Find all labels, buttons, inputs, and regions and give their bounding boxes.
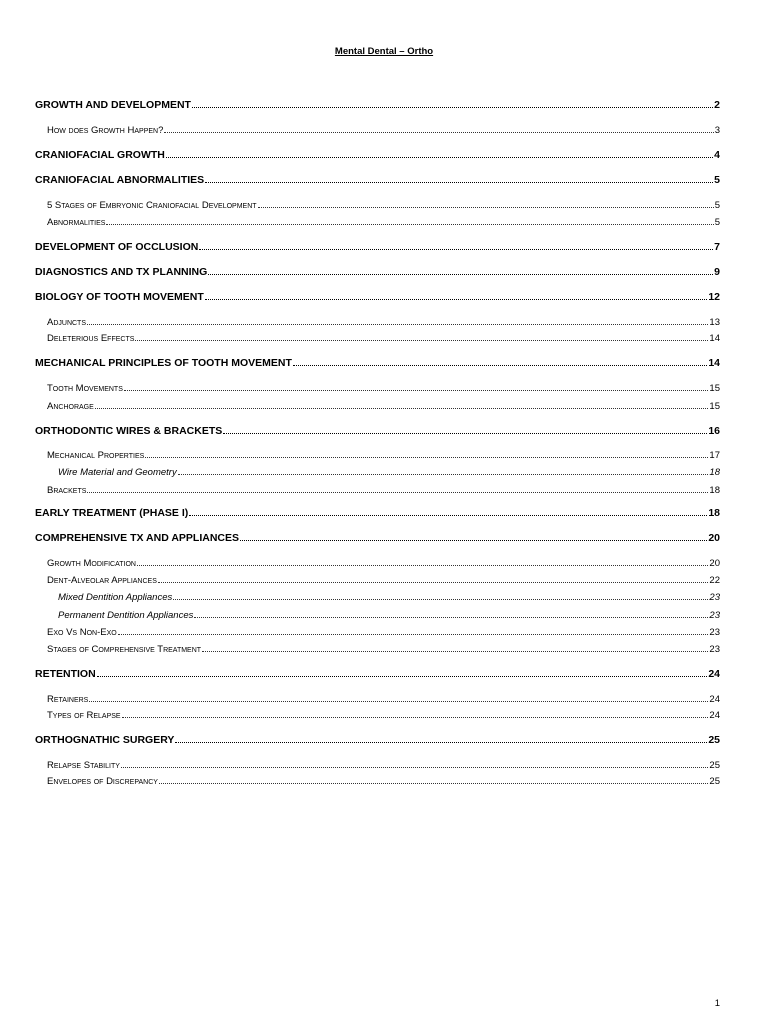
toc-entry-label: GROWTH AND DEVELOPMENT [35,99,191,111]
toc-leader-dots [175,741,707,743]
toc-entry[interactable] [0,314,768,328]
toc-leader-dots [159,782,708,784]
toc-entry-page: 24 [709,694,720,705]
toc-entry-label: ORTHODONTIC WIRES & BRACKETS [35,425,223,437]
toc-entry[interactable] [0,530,768,544]
toc-entry-label: Abnormalities [47,217,106,228]
toc-entry-page: 23 [709,627,720,638]
toc-entry-label: COMPREHENSIVE TX AND APPLIANCES [35,532,239,544]
toc-leader-dots [118,633,709,635]
toc-entry-page: 25 [708,734,720,746]
toc-leader-dots [189,514,707,516]
toc-entry[interactable] [0,330,768,344]
toc-entry-page: 7 [714,241,720,253]
toc-leader-dots [87,491,708,493]
toc-entry-label: Wire Material and Geometry [58,467,177,478]
toc-leader-dots [202,650,708,652]
toc-leader-dots [158,581,709,583]
toc-entry[interactable] [0,355,768,369]
document-title: Mental Dental – Ortho [334,46,434,57]
toc-entry[interactable] [0,607,768,621]
toc-leader-dots [164,131,713,133]
toc-entry[interactable] [0,707,768,721]
toc-entry-page: 5 [714,174,720,186]
toc-entry-page: 24 [708,668,720,680]
toc-entry-page: 16 [708,425,720,437]
toc-entry[interactable] [0,757,768,771]
toc-leader-dots [223,432,707,434]
toc-entry[interactable] [0,464,768,478]
toc-entry[interactable] [0,289,768,303]
toc-entry-page: 24 [709,710,720,721]
toc-leader-dots [95,407,709,409]
toc-entry-label: MECHANICAL PRINCIPLES OF TOOTH MOVEMENT [35,357,292,369]
toc-leader-dots [194,616,708,618]
toc-entry-label: Types of Relapse [47,710,121,721]
toc-entry[interactable] [0,172,768,186]
toc-entry-page: 20 [709,558,720,569]
toc-entry-page: 14 [709,333,720,344]
toc-entry[interactable] [0,447,768,461]
toc-leader-dots [240,539,707,541]
toc-entry-page: 5 [714,200,720,211]
toc-entry[interactable] [0,589,768,603]
toc-entry-page: 23 [709,592,720,603]
toc-entry-page: 14 [708,357,720,369]
toc-leader-dots [166,156,713,158]
toc-entry-label: CRANIOFACIAL GROWTH [35,149,165,161]
toc-entry[interactable] [0,147,768,161]
toc-leader-dots [124,389,709,391]
toc-entry-label: Relapse Stability [47,760,120,771]
toc-entry-page: 9 [714,266,720,278]
toc-entry[interactable] [0,572,768,586]
toc-entry-label: Anchorage [47,401,94,412]
toc-leader-dots [205,181,713,183]
toc-leader-dots [122,716,709,718]
toc-entry-label: CRANIOFACIAL ABNORMALITIES [35,174,205,186]
toc-entry-page: 2 [714,99,720,111]
toc-entry-page: 15 [709,383,720,394]
toc-entry-page: 18 [708,507,720,519]
toc-entry[interactable] [0,423,768,437]
toc-entry-label: Dent-Alveolar Appliances [47,575,157,586]
toc-entry-label: EARLY TREATMENT (PHASE I) [35,507,189,519]
toc-entry[interactable] [0,691,768,705]
toc-leader-dots [208,273,713,275]
toc-leader-dots [89,700,708,702]
toc-entry[interactable] [0,214,768,228]
toc-entry-label: Deleterious Effects [47,333,135,344]
toc-entry-label: 5 Stages of Embryonic Craniofacial Development [47,200,257,211]
toc-leader-dots [121,766,709,768]
toc-entry-page: 25 [709,760,720,771]
toc-entry-label: Brackets [47,485,87,496]
toc-entry-label: Growth Modification [47,558,136,569]
toc-entry-label: DEVELOPMENT OF OCCLUSION [35,241,199,253]
toc-entry[interactable] [0,505,768,519]
toc-leader-dots [192,106,713,108]
toc-leader-dots [97,675,708,677]
toc-entry-page: 5 [714,217,720,228]
toc-entry-label: Permanent Dentition Appliances [58,610,194,621]
toc-leader-dots [178,473,709,475]
toc-entry[interactable] [0,97,768,111]
toc-entry-label: Envelopes of Discrepancy [47,776,158,787]
toc-entry-page: 15 [709,401,720,412]
toc-leader-dots [135,339,708,341]
toc-entry-label: Tooth Movements [47,383,123,394]
toc-leader-dots [258,206,714,208]
toc-entry-label: DIAGNOSTICS AND TX PLANNING [35,266,208,278]
toc-leader-dots [199,248,713,250]
toc-entry-page: 23 [709,610,720,621]
toc-entry-page: 20 [708,532,720,544]
toc-leader-dots [293,364,707,366]
toc-entry-page: 23 [709,644,720,655]
toc-entry-label: Exo Vs Non-Exo [47,627,117,638]
toc-entry-page: 22 [709,575,720,586]
toc-entry[interactable] [0,398,768,412]
toc-entry[interactable] [0,666,768,680]
toc-entry[interactable] [0,380,768,394]
toc-entry[interactable] [0,641,768,655]
toc-entry-page: 18 [709,485,720,496]
toc-leader-dots [205,298,708,300]
toc-leader-dots [137,564,708,566]
toc-leader-dots [87,323,708,325]
toc-entry-page: 3 [714,125,720,136]
toc-leader-dots [173,598,708,600]
toc-entry[interactable] [0,239,768,253]
toc-leader-dots [106,223,713,225]
toc-entry-page: 4 [714,149,720,161]
toc-entry[interactable] [0,773,768,787]
toc-entry-label: Retainers [47,694,89,705]
toc-entry-page: 12 [708,291,720,303]
toc-entry-label: Mixed Dentition Appliances [58,592,173,603]
toc-entry-label: ORTHOGNATHIC SURGERY [35,734,175,746]
toc-entry[interactable] [0,624,768,638]
toc-entry[interactable] [0,482,768,496]
page-number: 1 [714,998,720,1009]
toc-entry[interactable] [0,732,768,746]
toc-entry[interactable] [0,122,768,136]
toc-entry-label: How does Growth Happen? [47,125,164,136]
toc-entry-label: Mechanical Properties [47,450,145,461]
toc-entry-page: 13 [709,317,720,328]
toc-entry[interactable] [0,264,768,278]
toc-entry-page: 17 [709,450,720,461]
toc-entry-label: Adjuncts [47,317,87,328]
toc-leader-dots [145,456,708,458]
toc-entry[interactable] [0,197,768,211]
toc-entry-label: BIOLOGY OF TOOTH MOVEMENT [35,291,204,303]
toc-entry[interactable] [0,555,768,569]
toc-entry-label: RETENTION [35,668,96,680]
toc-entry-label: Stages of Comprehensive Treatment [47,644,202,655]
toc-entry-page: 18 [709,467,720,478]
toc-entry-page: 25 [709,776,720,787]
